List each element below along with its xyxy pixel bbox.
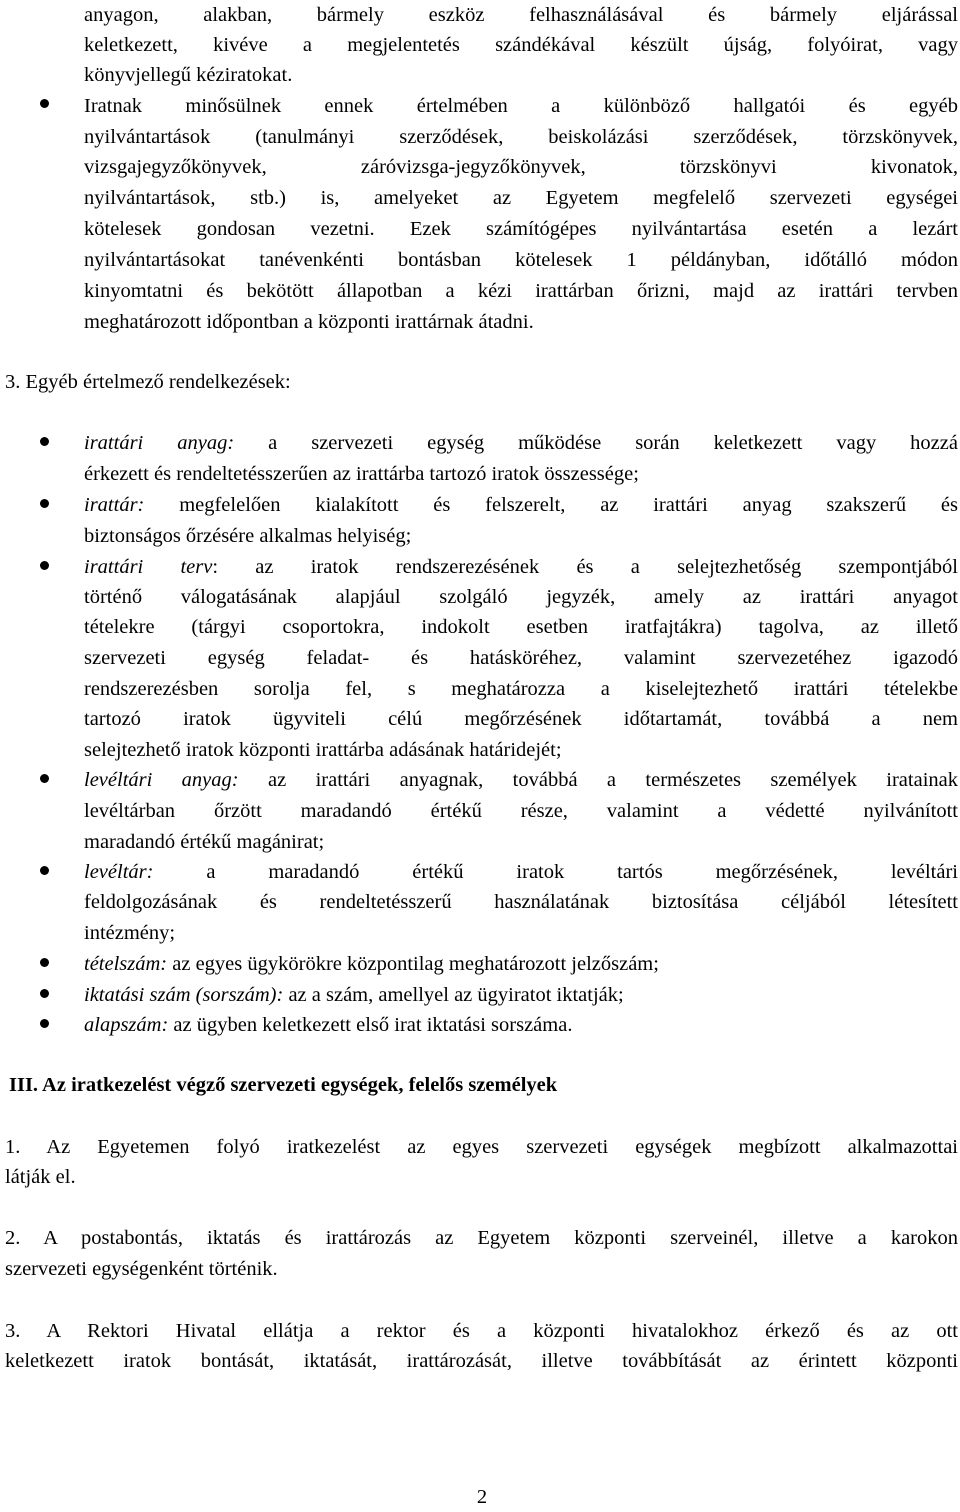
paragraph-line: nyilvántartásokat tanévenkénti bontásban kötelesek 1 példányban, időtálló módon (84, 249, 958, 271)
bullet-icon (40, 774, 49, 783)
definition-item (84, 490, 958, 520)
definition-item (84, 552, 958, 582)
paragraph-line: keletkezett, kivéve a megjelentetés szándékával készült újság, folyóirat, vagy (84, 34, 958, 56)
definition-line: érkezett és rendeltetésszerűen az irattárba tartozó iratok összessége; (84, 463, 639, 485)
numbered-paragraph-line: 1. Az Egyetemen folyó iratkezelést az egyes szervezeti egységek megbízott alkalmazottai (5, 1136, 958, 1158)
paragraph-line: anyagon, alakban, bármely eszköz felhasználásával és bármely eljárással (84, 4, 958, 26)
bullet-icon (40, 866, 49, 875)
section-title: 3. Egyéb értelmező rendelkezések: (5, 371, 291, 393)
definition-term: irattári terv (84, 556, 213, 578)
definition-item (84, 980, 624, 1010)
bullet-icon (40, 561, 49, 570)
bullet-icon (40, 99, 49, 108)
paragraph-line: kötelesek gondosan vezetni. Ezek számítógépes nyilvántartása esetén a lezárt (84, 218, 958, 240)
bullet-icon (40, 437, 49, 446)
definition-line: rendszerezésben sorolja fel, s meghatározza a kiselejtezhető irattári tételekbe (84, 678, 958, 700)
definition-line: szervezeti egység feladat- és hatásköréhez, valamint szervezetéhez igazodó (84, 647, 958, 669)
numbered-paragraph-line: szervezeti egységenként történik. (5, 1258, 278, 1280)
definition-term: levéltár: (84, 861, 154, 883)
definition-text: az a szám, amellyel az ügyiratot iktatják; (283, 984, 624, 1006)
definition-item (84, 428, 958, 458)
definition-line: feldolgozásának és rendeltetésszerű használatának biztosítása céljából létesített (84, 891, 958, 913)
definition-term: irattár: (84, 494, 145, 516)
definition-text: az ügyben keletkezett első irat iktatási sorszáma. (168, 1014, 573, 1036)
definition-term: iktatási szám (sorszám): (84, 984, 284, 1006)
definition-text: megfelelően kialakított és felszerelt, az irattári anyag szakszerű és (144, 494, 958, 516)
definition-text: : az iratok rendszerezésének és a selejtezhetőség szempontjából (212, 556, 958, 578)
definition-item (84, 949, 659, 979)
definition-text: a szervezeti egység működése során keletkezett vagy hozzá (234, 432, 958, 454)
definition-term: irattári anyag: (84, 432, 235, 454)
definition-item (84, 1010, 572, 1040)
definition-text: az irattári anyagnak, továbbá a természetes személyek iratainak (238, 769, 958, 791)
paragraph-line: vizsgajegyzőkönyvek, záróvizsga-jegyzőkönyvek, törzskönyvi kivonatok, (84, 156, 958, 178)
numbered-paragraph-line: 2. A postabontás, iktatás és irattározás az Egyetem központi szerveinél, illetve a karokon (5, 1227, 958, 1249)
bullet-icon (40, 989, 49, 998)
definition-text: a maradandó értékű iratok tartós megőrzésének, levéltári (153, 861, 958, 883)
paragraph-line: nyilvántartások, stb.) is, amelyeket az Egyetem megfelelő szervezeti egységei (84, 187, 958, 209)
paragraph-line: nyilvántartások (tanulmányi szerződések, beiskolázási szerződések, törzskönyvek, (84, 126, 958, 148)
paragraph-line: kinyomtatni és bekötött állapotban a kézi irattárban őrizni, majd az irattári tervben (84, 280, 958, 302)
paragraph-line: meghatározott időpontban a központi irattárnak átadni. (84, 311, 534, 333)
definition-term: alapszám: (84, 1014, 169, 1036)
definition-line: történő válogatásának alapjául szolgáló jegyzék, amely az irattári anyagot (84, 586, 958, 608)
numbered-paragraph-line: 3. A Rektori Hivatal ellátja a rektor és a központi hivatalokhoz érkező és az ott (5, 1320, 958, 1342)
definition-line: intézmény; (84, 922, 176, 944)
definition-line: tartozó iratok ügyviteli célú megőrzésének időtartamát, továbbá a nem (84, 708, 958, 730)
definition-line: levéltárban őrzött maradandó értékű része, valamint a védetté nyilvánított (84, 800, 958, 822)
definition-line: selejtezhető iratok központi irattárba adásának határidejét; (84, 739, 562, 761)
definition-item (84, 857, 958, 887)
paragraph-line: könyvjellegű kéziratokat. (84, 64, 293, 86)
definition-line: biztonságos őrzésére alkalmas helyiség; (84, 525, 412, 547)
definition-item (84, 765, 958, 795)
numbered-paragraph-line: keletkezett iratok bontását, iktatását, irattározását, illetve továbbítását az érintett központi (5, 1350, 958, 1372)
paragraph-line: Iratnak minősülnek ennek értelmében a különböző hallgatói és egyéb (84, 95, 958, 117)
bullet-icon (40, 1019, 49, 1028)
definition-term: levéltári anyag: (84, 769, 239, 791)
bullet-icon (40, 958, 49, 967)
definition-line: tételekre (tárgyi csoportokra, indokolt esetben iratfajtákra) tagolva, az illető (84, 616, 958, 638)
definition-term: tételszám: (84, 953, 168, 975)
chapter-heading: III. Az iratkezelést végző szervezeti egységek, felelős személyek (9, 1074, 558, 1096)
definition-text: az egyes ügykörökre központilag meghatározott jelzőszám; (167, 953, 659, 975)
bullet-icon (40, 499, 49, 508)
numbered-paragraph-line: látják el. (5, 1166, 76, 1188)
page-number: 2 (476, 1486, 488, 1508)
definition-line: maradandó értékű magánirat; (84, 831, 325, 853)
